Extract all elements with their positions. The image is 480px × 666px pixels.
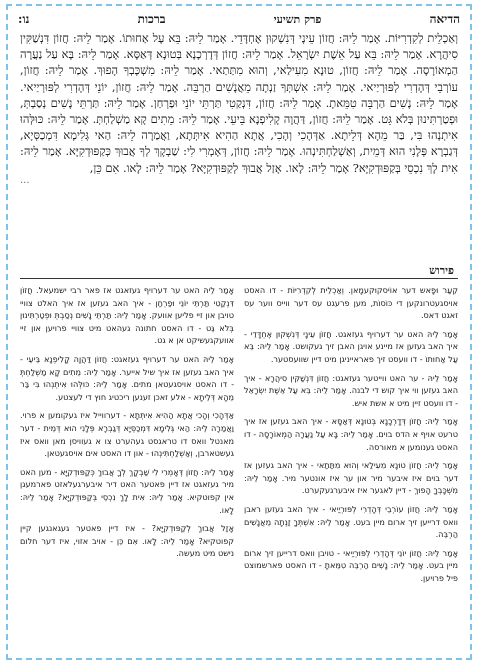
page-number: נו:	[18, 11, 30, 26]
commentary-paragraph: אָמַר לֵיהּ: חֲזוֹן יוֹנֵי דְּהָדְרִי לְפּוּרְיַיאי - טויבן וואס דרייען זיך ארום מיין בעט. אָמַר לֵיהּ: נָשִׁים הַרְבֵּה טִמֵּאתָ - דו האסט פארשמוצט פיל פרויען.	[244, 547, 458, 583]
commentary-right-column	[244, 284, 458, 650]
commentary-left-column	[20, 284, 234, 650]
continuation-mark: ...	[20, 174, 30, 186]
header-right: הדיאה	[429, 11, 460, 26]
main-text-paragraph: וְאַכְלֵית לְקִדְרִיּוֹת. אָמַר לֵיהּ: חֲזוֹן עֵינָי דְּנִשְׁקוּן אֶחְדָּדֵי. אָמַר לֵיהּ: בֵּא עָל אַחוּתוֹ. אָמַר לֵיהּ: חֲזוֹן דִּנְשַׁקִּין סִיהֲרָא. אָמַר לֵיהּ: בֵּא עַל אֵשֶׁת יִשְׂרָאֵל. אָמַר לֵיהּ: חֲזוֹן דְּדָרְכָנָא בְּטוּנָא דְּאַסָּא. אָמַר לֵיהּ: בָּא עַל נַעֲרָה הַמְאוֹרָסָה. אָמַר לֵיהּ: חֲזוֹן, טוּנָא מִעִילַאי, וְהוּא מִתַּתַאי. אָמַר לֵיהּ: מִשְׁכָּבְךָ הָפוּךְ. אָמַר לֵיהּ: חֲזוֹן, עוֹרְבֵי דְּהָדְרִי לְפּוּרְיַיאי. אָמַר לֵיהּ: אִשְׁתְּךָ זַנְתָה מֵאֲנָשִׁים הַרְבֵּה. אָמַר לֵיהּ: חֲזוֹן, יוֹנֵי דְּהָדְרִי לְפּוּרְיַיאי. אָמַר לֵיהּ: נָשִׁים הַרְבֵּה טִמֵּאתָ. אָמַר לֵיהּ: חֲזוֹן, דִּנְקַטִי תַּרְתֵּי יוֹנֵי וּפַרְחַן. אָמַר לֵיהּ: תַּרְתֵּי נָשִׁים נְסַבְתְּ, וּפְטַרְתִּינוּן בְּלֹא גֵּט. אָמַר לֵיהּ: חֲזוֹן, דַּהֲוָה קָלִיפְנָא בֵּיעֵי. אָמַר לֵיהּ: מֵתִים קָא מַשְׁלַחְתְּ. אָמַר לֵיהּ: כּוּלְּהוּ אִיתְנְהוּ בִּי, בַּר מֵהָא דְּלֵיתָא. אַדְּהָכִי וְהָכִי, אֲתָא הַהִיא אִיתְּתָא, וַאֲמַרָה לֵיהּ: הַאי גְּלִימָא דִּמְכַסְּיָא, דְּגַבְרָא פְּלָנִי הוּא דְּמֵית, וְאַשְׁלַחְתִּינְהוּ. אָמַר לֵיהּ: חֲזוֹן, דְּאָמְרִי לִי: שַׁבְקָךְ לְךָ אֲבוּךְ כְּקַפּוּדְקִיָּא. אָמַר לֵיהּ: אִית לָךְ נִכְסֵי בְּקַפּוּדְקִיָּא? אָמַר לֵיהּ: לָאו. אָזַל אֲבוּךְ לְקַפּוּדְקִיָּא? אָמַר לֵיהּ: לָאו. אִם כֵּן,	[20, 31, 458, 175]
commentary-paragraph: אָמַר לֵיהּ: חֲזוֹן דְּדָרְכָנָא בְּטוּנָא דְּאַסָּא - איך האב געזען אז איך טרעט אויף א הדס בוים. אָמַר לֵיהּ: בָּא עַל נַעֲרָה הַמְאוֹרָסָה - דו האסט גענומען א מאורסה.	[244, 416, 458, 452]
page-header	[18, 10, 460, 28]
commentary-label: פירוש	[423, 264, 454, 277]
commentary-paragraph: אָמַר לֵיהּ האט ער דערויף געזאגט: חֲזוֹן דַּהֲוָה קָלִיפְנָא בֵּיעֵי - איך האב געזען אז איך שיל אייער. אָמַר לֵיהּ: מֵתִים קָא מַשְׁלַחְתְּ - דו האסט אויסגעטאן מתים. אָמַר לֵיהּ: כּוּלְּהוּ אִיתְנְהוּ בִּי בַּר מֵהָא דְּלֵיתָא - אלע זאכן זענען ריכטיג חוץ די לעצטע.	[20, 353, 234, 402]
commentary-paragraph: אָמַר לֵיהּ - ער האט ווייטער געזאגט: חֲזוֹן דִּנְשַׁקִּין סִיהֲרָא - איך האב געזען ווי איך קוש די לבנה. אָמַר לֵיהּ: בֵּא עַל אֵשֶׁת יִשְׂרָאֵל - דו וועסט זיין מיט א אשת איש.	[244, 372, 458, 408]
commentary-paragraph: אָמַר לֵיהּ: חֲזוֹן דְּאָמְרִי לִי שַׁבְקָךְ לְךָ אֲבוּךְ כְּקַפּוּדְקִיָּא - מען האט מיר געזאגט אז דיין פאטער האט דיר איבערגעלאזט פארמעגן אין קפוטקיא. אָמַר לֵיהּ: אִית לָךְ נִכְסֵי בְּקַפּוּדְקִיָּא? אָמַר לֵיהּ: לָאו.	[20, 466, 234, 515]
commentary-paragraph: אַדְּהָכִי וְהָכִי אֲתָא הַהִיא אִיתְּתָא - דערווייל איז געקומען א פרוי. וַאֲמַרָה לֵיהּ: הַאי גְּלִימָא דִּמְכַסְּיָא דְּגַבְרָא פְּלָנִי הוּא דְּמֵית - דער מאנטל וואס דו טראגסט געהערט צו א געוויסן מאן וואס איז געשטארבן, וְאַשְׁלַחְתִּינְהוּ - און דו האסט אים אויסגעטאן.	[20, 410, 234, 459]
commentary-columns	[20, 284, 458, 650]
main-text	[20, 30, 458, 258]
page	[6, 4, 472, 660]
chapter-title: פרק תשיעי	[273, 12, 322, 26]
commentary-paragraph: קֵעַר וּפָאש דער אוֹיסקוּקעמָאן. וְאַכְלֵית לְקִדְרִיּוֹת - דו האסט אויסגעטרונקען די כּוֹסוֹת, מען פרעגט עס דער ווייס ווער עס זאגט דאס.	[244, 285, 458, 321]
commentary-paragraph: אָמַר לֵיהּ האט ער דערויף געזאגט אז פאר רבי ישמעאל. חֲזוֹן דִּנְקַטִי תַּרְתֵּי יוֹנֵי וּפַרְחַן - איך האב געזען אז איך האלט צוויי טויבן און זיי פליען אוועק. אָמַר לֵיהּ: תַּרְתֵּי נָשִׁים נְסַבְתְּ וּפְטַרְתִּינוּן בְּלֹא גֵּט - דו האסט חתונה געהאט מיט צוויי פרויען און זיי אוועקגעשיקט אן א גט.	[20, 285, 234, 346]
commentary-paragraph: אָמַר לֵיהּ: חֲזוֹן טוּנָא מִעִילַאי וְהוּא מִתַּתַאי - איך האב געזען אז דער בוים איז איבער מיר און ער איז אונטער מיר. אָמַר לֵיהּ: מִשְׁכָּבְךָ הָפוּךְ - דיין לאגער איז איבערגעקערט.	[244, 460, 458, 496]
commentary-paragraph: אָמַר לֵיהּ: חֲזוֹן עוֹרְבֵי דְּהָדְרִי לְפּוּרְיַיאי - איך האב געזען ראבן וואס דרייען זיך ארום מיין בעט. אָמַר לֵיהּ: אִשְׁתְּךָ זַנְתָה מֵאֲנָשִׁים הַרְבֵּה.	[244, 503, 458, 540]
commentary-paragraph: אָמַר לֵיהּ האט ער דערויף געזאגט. חֲזוֹן עֵינָי דְּנִשְׁקוּן אֶחְדָּדֵי - איך האב געזען אז מיינע אויגן האבן זיך געקושט. אָמַר לֵיהּ: בֵּא עַל אַחוּתוֹ - דו וועסט זיך פאראייניגן מיט דיין שוועסטער.	[244, 328, 458, 364]
tractate-title: ברכות	[137, 11, 166, 26]
commentary-paragraph: אָזַל אֲבוּךְ לְקַפּוּדְקִיָּא? - איז דיין פאטער געגאנגען קיין קפוטקיא? אָמַר לֵיהּ: לָאו. אִם כֵּן - אויב אזוי, איז דער חלום נישט מיט מעשה.	[20, 523, 234, 559]
commentary-divider	[20, 264, 458, 279]
